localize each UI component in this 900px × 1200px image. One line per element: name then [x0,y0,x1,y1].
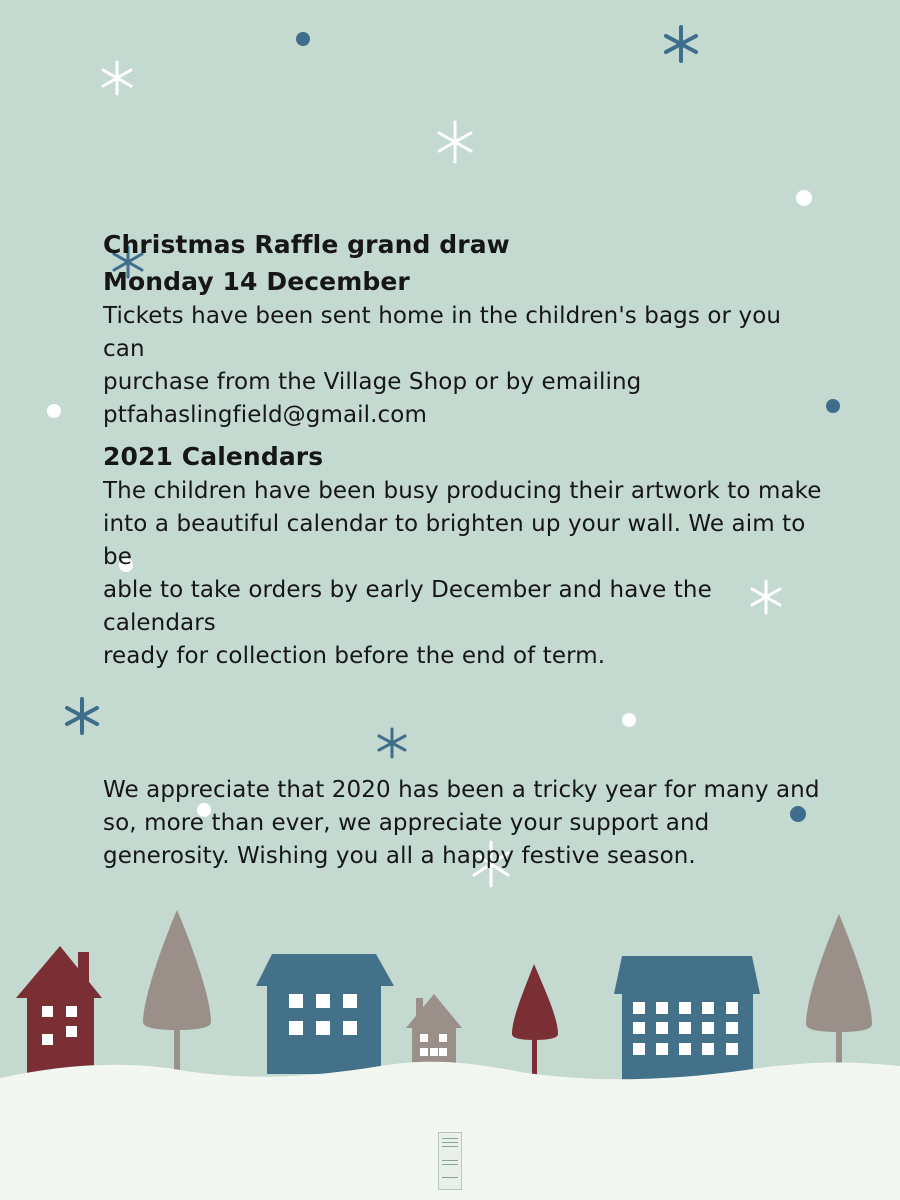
closing-line: We appreciate that 2020 has been a tricky year for many and [103,777,820,803]
calendars-body-line: The children have been busy producing their artwork to make [103,478,822,504]
house-icon [256,954,394,1074]
house-icon [614,956,760,1088]
snowflake-icon [666,27,696,61]
raffle-body-line: Tickets have been sent home in the children's bags or you can [103,303,782,362]
tree-icon [143,910,211,1080]
page-thumbnail [438,1132,462,1190]
snow-dot-icon [296,32,310,46]
raffle-section [103,226,823,432]
calendars-section [103,438,823,673]
closing-message [103,774,823,873]
raffle-date: Monday 14 December [103,267,410,296]
calendars-body-line: into a beautiful calendar to brighten up your wall. We aim to be [103,511,806,570]
tree-icon [512,964,558,1075]
calendars-title: 2021 Calendars [103,442,324,471]
raffle-title: Christmas Raffle grand draw [103,230,510,259]
snow-dot-icon [47,404,61,418]
calendars-body-line: ready for collection before the end of term. [103,643,606,669]
snowflake-icon [379,729,405,757]
closing-line: generosity. Wishing you all a happy festive season. [103,843,696,869]
calendars-body-line: able to take orders by early December and have the calendars [103,577,712,636]
closing-line: so, more than ever, we appreciate your support and [103,810,710,836]
raffle-email: ptfahaslingfield@gmail.com [103,402,427,428]
snow-dot-icon [622,713,636,727]
tree-icon [806,914,872,1085]
snowflake-icon [103,62,131,94]
raffle-body-line: purchase from the Village Shop or by emailing [103,369,642,395]
snowflake-icon [439,122,471,162]
snow-dot-icon [796,190,812,206]
snowflake-icon [67,699,97,733]
snow-dot-icon [826,399,840,413]
